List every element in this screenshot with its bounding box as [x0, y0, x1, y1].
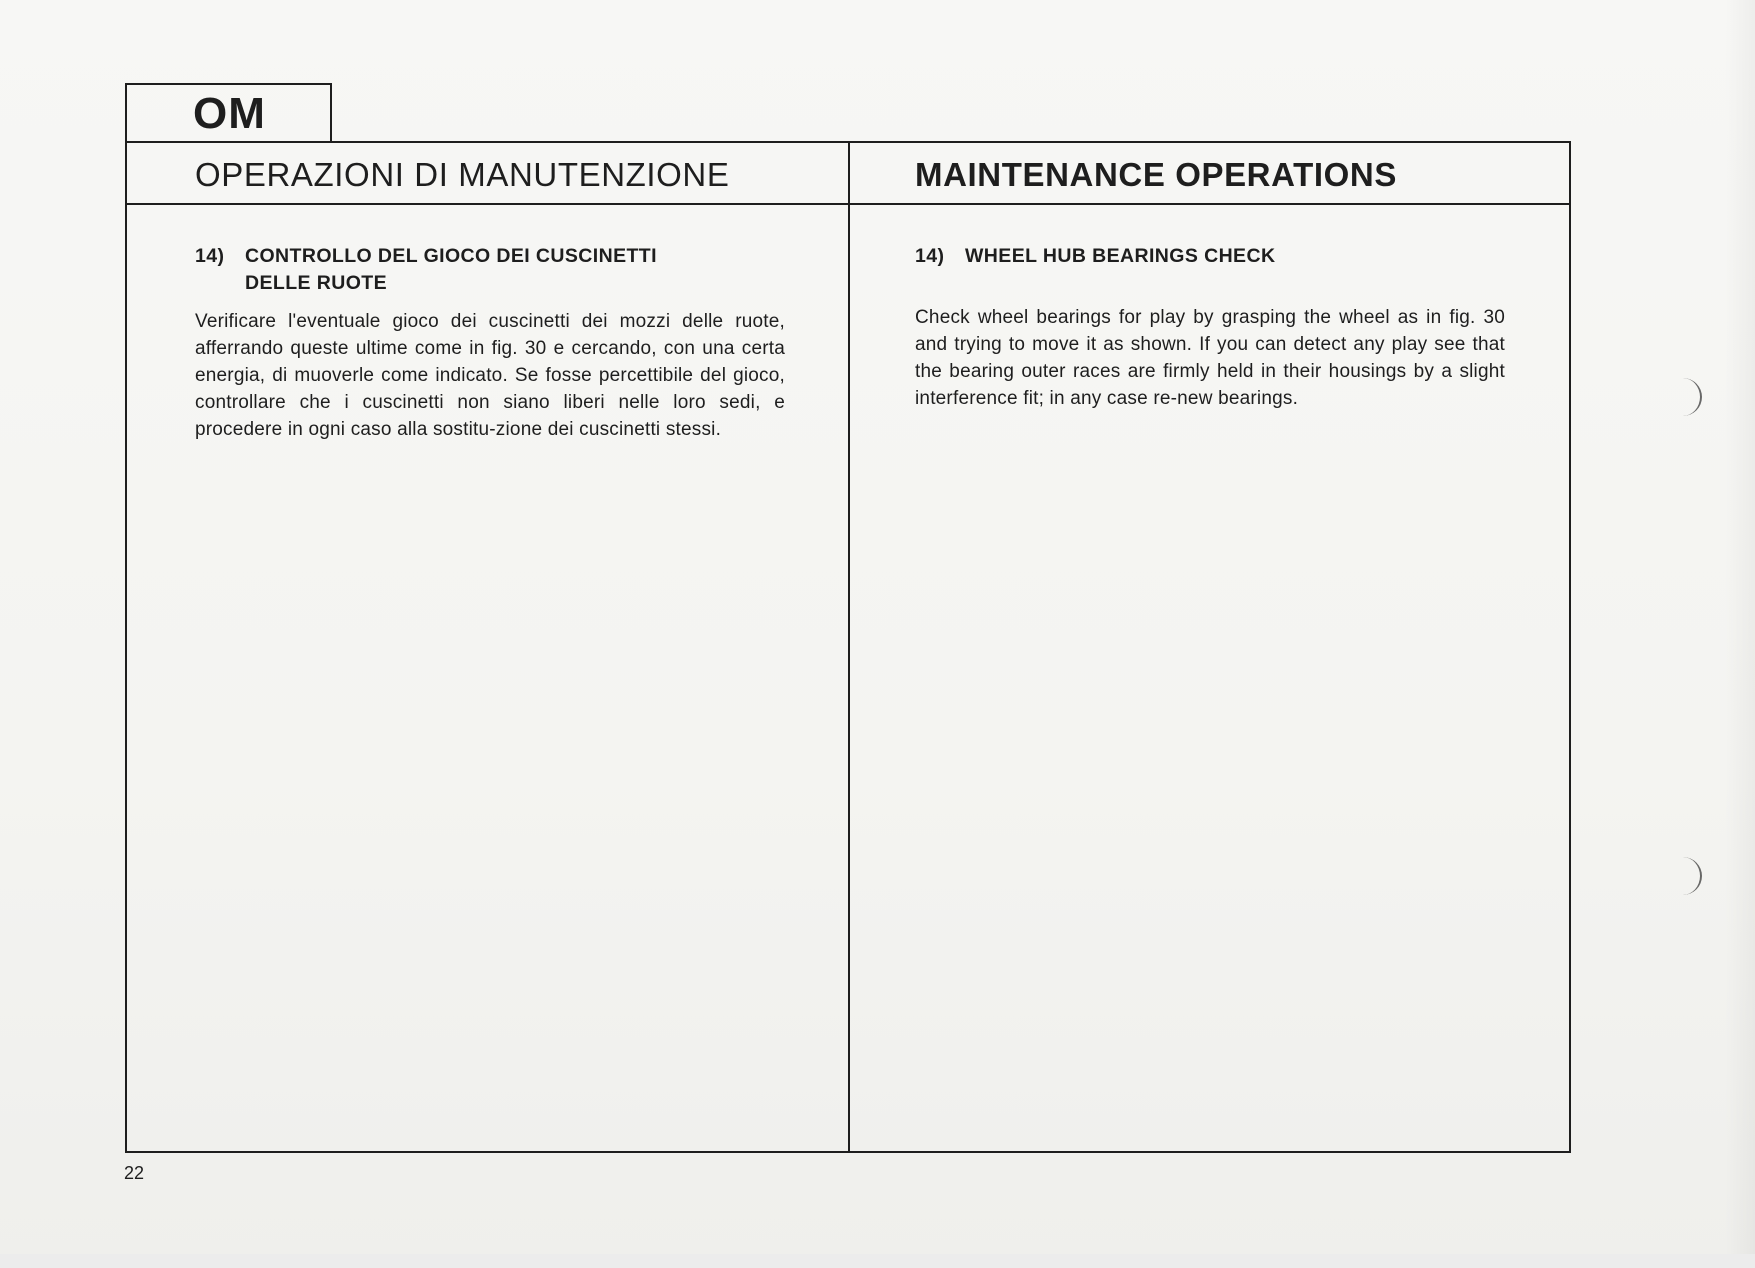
page-edge-shadow — [1725, 0, 1755, 1268]
italian-section-title: CONTROLLO DEL GIOCO DEI CUSCINETTI DELLE RUOTE — [245, 245, 657, 294]
page-bottom-edge — [0, 1254, 1755, 1268]
italian-section-number: 14) — [195, 245, 225, 267]
english-section-title: WHEEL HUB BEARINGS CHECK — [965, 245, 1276, 267]
logo-box — [125, 83, 332, 142]
header-title-english: MAINTENANCE OPERATIONS — [915, 156, 1397, 193]
english-section-number: 14) — [915, 245, 945, 267]
content-frame — [125, 141, 1571, 1153]
english-section-heading — [915, 243, 1505, 270]
column-divider — [848, 143, 850, 1151]
english-column — [915, 243, 1505, 412]
header-title-italian: OPERAZIONI DI MANUTENZIONE — [195, 156, 730, 193]
english-body-text: Check wheel bearings for play by grasping the wheel as in fig. 30 and trying to move it as shown. If you can detect any play see that the bearing outer races are firmly held in their housings by a slight interference fit; in any case re-new bearings. — [915, 307, 1505, 409]
italian-body-text: Verificare l'eventuale gioco dei cuscinetti dei mozzi delle ruote, afferrando queste ultime come in fig. 30 e cercando, con una certa energia, di muoverle come indicato. Se fosse percettibile del gioco, controllare che i cuscinetti non siano liberi nelle loro sedi, e procedere in ogni caso alla sostitu-zione dei cuscinetti stessi. — [195, 311, 785, 440]
italian-section-heading — [195, 243, 785, 297]
brand-logo: OM — [193, 89, 266, 138]
italian-column — [195, 243, 785, 443]
page-number: 22 — [124, 1163, 145, 1183]
